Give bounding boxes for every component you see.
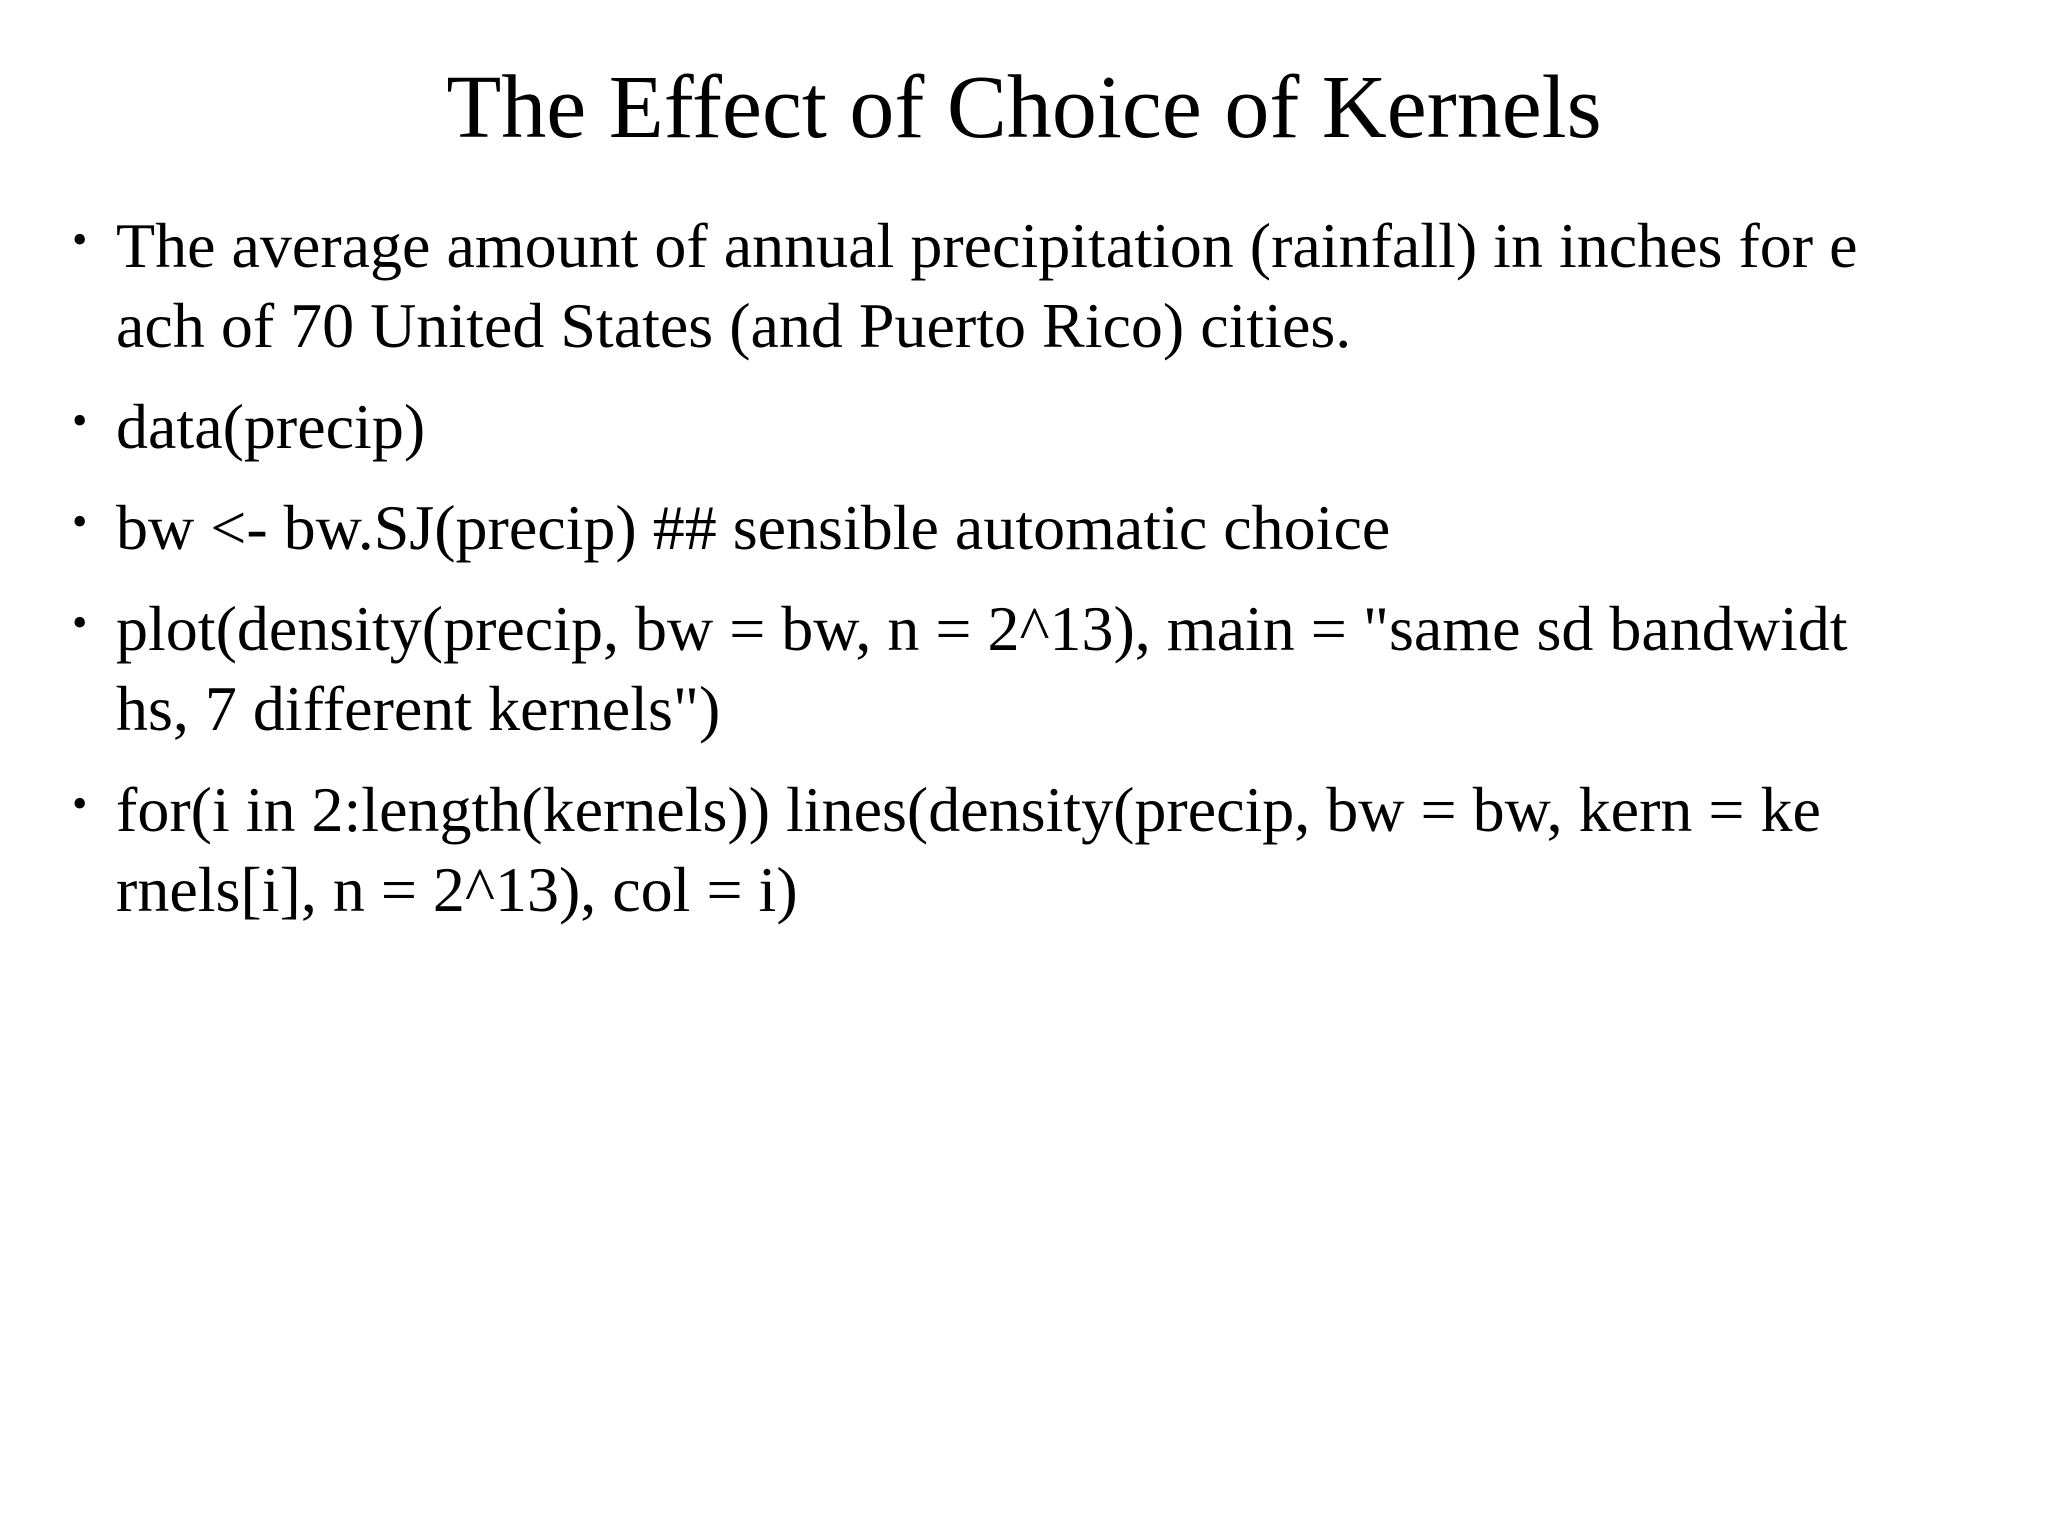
bullet-text-line: The average amount of annual precipitation (rainfall) in inches for e bbox=[116, 210, 1858, 281]
bullet-text-line: bw <- bw.SJ(precip) ## sensible automatic choice bbox=[116, 492, 1391, 563]
bullet-icon: • bbox=[72, 497, 88, 546]
bullet-text-line: hs, 7 different kernels") bbox=[116, 673, 721, 744]
bullet-text-line: for(i in 2:length(kernels)) lines(density(precip, bw = bw, kern = ke bbox=[116, 774, 1821, 845]
slide-title: The Effect of Choice of Kernels bbox=[446, 58, 1602, 157]
bullet-icon: • bbox=[72, 779, 88, 828]
bullet-text-line: ach of 70 United States (and Puerto Rico) cities. bbox=[116, 290, 1352, 361]
bullet-text-line: rnels[i], n = 2^13), col = i) bbox=[116, 854, 798, 925]
bullet-item bbox=[72, 589, 2012, 749]
bullet-icon: • bbox=[72, 598, 88, 647]
bullet-item bbox=[72, 488, 2012, 568]
bullet-list bbox=[72, 206, 2012, 951]
bullet-icon: • bbox=[72, 396, 88, 445]
bullet-text-line: plot(density(precip, bw = bw, n = 2^13), main = "same sd bandwidt bbox=[116, 593, 1848, 664]
bullet-icon: • bbox=[72, 215, 88, 264]
bullet-item bbox=[72, 770, 2012, 930]
bullet-text-line: data(precip) bbox=[116, 391, 426, 462]
bullet-item bbox=[72, 387, 2012, 467]
bullet-item bbox=[72, 206, 2012, 366]
